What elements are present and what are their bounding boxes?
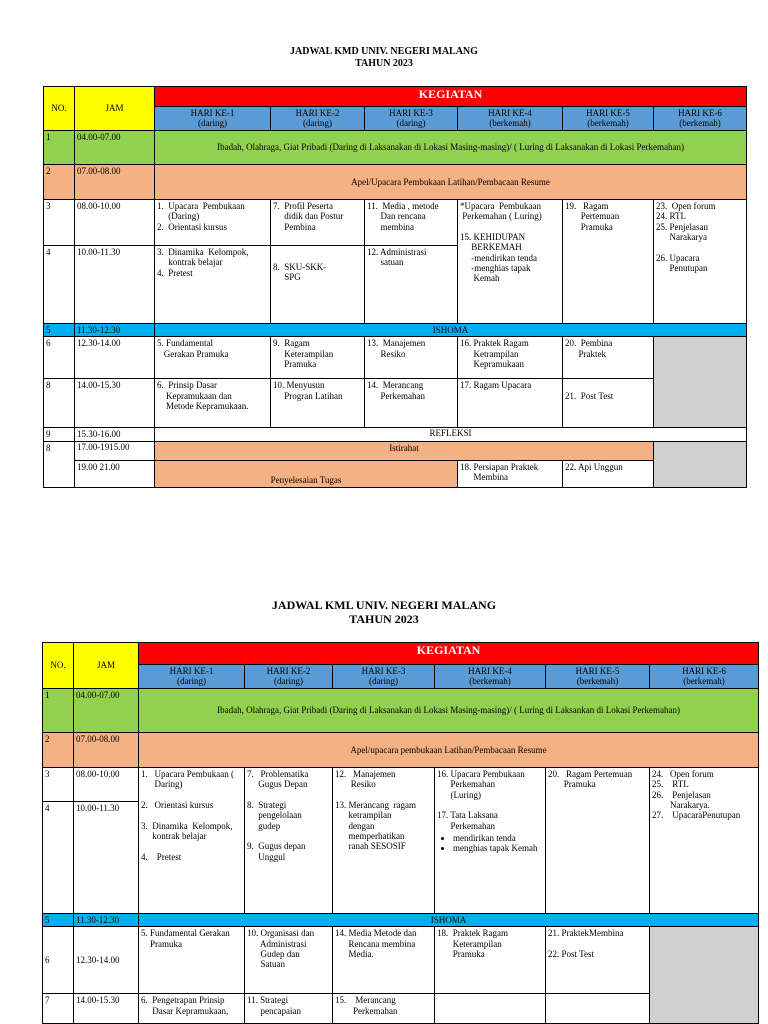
activity-cell (271, 246, 365, 324)
cell-line: Membina (460, 472, 508, 483)
empty-cell (654, 441, 747, 487)
cell-line (141, 841, 242, 851)
list-item: • menghias tapak Kemah (453, 843, 543, 853)
table-row (44, 428, 747, 441)
cell-line (656, 242, 744, 252)
cell-line (141, 790, 242, 800)
activity-cell (458, 337, 563, 379)
cell-line: 2. Orientasi kursus (141, 800, 214, 811)
cell-line: -mendirikan tenda (460, 252, 537, 263)
cell-line: Dan rencana (367, 211, 426, 222)
row-no: 4 (43, 802, 74, 914)
row-no: 8 (44, 441, 75, 487)
activity-cell: Ibadah, Olahraga, Giat Pribadi (Daring di Laksanakan di Lokasi Masing-masing)/ ( Luring di Laksankan di Lokasi Perkemahan) (139, 689, 759, 733)
table-row (43, 733, 759, 768)
schedule-table-kml (42, 642, 759, 1024)
row-no: 7 (43, 994, 74, 1024)
cell-line: 21. Post Test (565, 390, 614, 401)
day-header-3: HARI KE-3 (daring) (365, 107, 458, 131)
schedule-title-kml: JADWAL KML UNIV. NEGERI MALANG (271, 598, 497, 612)
day-header-5: HARI KE-5 (berkemah) (546, 665, 650, 689)
activity-cell (333, 768, 435, 914)
cell-line: Keterampilan (273, 348, 334, 359)
d4-list (437, 833, 543, 854)
activity-cell (546, 768, 650, 914)
row-time: 08.00-10.00 (74, 768, 139, 802)
day-header-1: HARI KE-1 (daring) (139, 665, 245, 689)
row-no: 3 (44, 200, 75, 246)
day-header-6: HARI KE-6 (berkemah) (654, 107, 747, 131)
table-row (43, 914, 759, 927)
row-no: 6 (43, 927, 74, 994)
cell-line: 9. Gugus depan (247, 841, 306, 852)
activity-cell (365, 246, 458, 324)
row-no: 9 (44, 428, 75, 441)
activity-cell (245, 768, 333, 914)
cell-line (548, 995, 647, 1005)
activity-cell (245, 927, 333, 994)
cell-line: Rencana membina (335, 938, 416, 949)
cell-line: 5. Fundamental (157, 338, 213, 349)
cell-line: Gudep dan (247, 949, 300, 960)
row-time: 14.00-15.30 (74, 994, 139, 1024)
cell-line: Administrasi (247, 938, 307, 949)
cell-line: memperhatikan (335, 831, 405, 842)
table-row (44, 131, 747, 165)
empty-cell (650, 927, 759, 1024)
cell-line: Penutupan (656, 263, 708, 274)
list-item: • mendirikan tenda (453, 833, 543, 843)
cell-line: 25. Penjelasan (656, 221, 708, 232)
activity-cell (563, 200, 654, 324)
activity-cell (563, 379, 654, 428)
table-row (44, 460, 747, 487)
row-time: 15.30-16.00 (75, 428, 155, 441)
cell-line: 14. Media Metode dan (335, 928, 417, 939)
cell-line: Perkemahan (367, 390, 425, 401)
cell-line: Perkemahan (437, 779, 495, 790)
cell-line: Perkemahan (437, 820, 495, 831)
cell-line: 22. Post Test (548, 949, 594, 960)
row-no: 3 (43, 768, 74, 802)
cell-line: Pramuka (548, 779, 596, 790)
cell-line: pencapaian (247, 1005, 301, 1016)
cell-line: 24. Open forum (652, 769, 714, 779)
cell-line: 20. Pembina (565, 338, 613, 349)
cell-line: 17. Tata Laksana (437, 810, 498, 821)
table-row (44, 165, 747, 200)
row-time: 17.00-1915.00 (75, 441, 155, 460)
activity-cell (139, 768, 245, 914)
activity-cell (563, 337, 654, 379)
row-no: 1 (43, 689, 74, 733)
activity-cell: ISHOMA (155, 324, 747, 337)
cell-line: 25. RTL (652, 779, 689, 790)
cell-line: 10. Organisasi dan (247, 928, 315, 939)
row-no: 5 (43, 914, 74, 927)
cell-line (460, 222, 560, 232)
cell-line: Gerakan Pramuka (157, 348, 229, 359)
row-no: 2 (43, 733, 74, 768)
cell-line: 20. Ragam Pertemuan (548, 769, 633, 779)
row-time: 12.30-14.00 (74, 927, 139, 994)
cell-line: Kepramukaan dan (157, 390, 232, 401)
cell-line: *Upacara Pembukaan (460, 201, 541, 211)
cell-line: Resiko (335, 779, 376, 790)
row-time: 10.00-11.30 (75, 246, 155, 324)
cell-line (247, 790, 330, 800)
activity-cell (365, 337, 458, 379)
cell-line: ranah SESOSIF (335, 841, 406, 852)
cell-line: Gugus Depan (247, 779, 308, 790)
row-time: 08.00-10.00 (75, 200, 155, 246)
cell-line: 2. Orientasi kursus (157, 221, 227, 232)
header-no: NO. (43, 643, 74, 689)
cell-line: Satuan (247, 959, 285, 970)
cell-line: 14. Merancang (367, 380, 424, 391)
activity-cell (435, 994, 546, 1024)
cell-line: SPG (273, 272, 301, 283)
cell-line: 3. Dinamika Kelompok, (141, 820, 233, 831)
cell-line: Dasar Kepramukaan, (141, 1005, 229, 1016)
row-time: 11.30-12.30 (75, 324, 155, 337)
cell-line: Kepramukaan (460, 359, 524, 370)
activity-cell (139, 994, 245, 1024)
activity-cell (546, 994, 650, 1024)
activity-cell (365, 200, 458, 246)
cell-line: Pramuka (273, 359, 317, 370)
activity-cell (155, 379, 271, 428)
activity-cell (245, 994, 333, 1024)
cell-line: membina (367, 221, 414, 232)
activity-cell (458, 379, 563, 428)
schedule-year-kml: TAHUN 2023 (349, 612, 419, 626)
activity-cell (458, 460, 563, 487)
activity-cell (155, 200, 271, 246)
cell-line (437, 800, 543, 810)
row-time: 10.00-11.30 (74, 802, 139, 914)
cell-line: Narakarya. (652, 800, 710, 811)
activity-cell (654, 200, 747, 324)
cell-line: 17. Ragam Upacara (460, 380, 532, 391)
day-header-3: HARI KE-3 (daring) (333, 665, 435, 689)
activity-cell: ISHOMA (139, 914, 759, 927)
schedule-table-kmd (43, 86, 747, 488)
activity-cell (546, 927, 650, 994)
cell-line: 16. Upacara Pembukaan (437, 769, 525, 779)
activity-cell: Apel/Upacara Pembukaan Latihan/Pembacaan Resume (155, 165, 747, 200)
cell-line: kontrak belajar (157, 257, 223, 268)
cell-line: 12. Administrasi (367, 247, 427, 257)
row-time: 19.00 21.00 (75, 460, 155, 487)
table-row (44, 337, 747, 379)
activity-cell (435, 768, 546, 914)
row-time: 04.00-07.00 (74, 689, 139, 733)
activity-cell (333, 994, 435, 1024)
table-row (44, 441, 747, 460)
table-row (43, 768, 759, 802)
table-row (43, 689, 759, 733)
cell-line: Unggul (247, 851, 286, 862)
cell-line: Keterampilan (437, 938, 502, 949)
cell-line (437, 995, 543, 1005)
row-time: 07.00-08.00 (75, 165, 155, 200)
cell-line: Praktek (565, 348, 606, 359)
cell-line: 7. Problematika (247, 769, 309, 779)
header-jam: JAM (74, 643, 139, 689)
activity-cell (271, 379, 365, 428)
row-no: 6 (44, 337, 75, 379)
cell-line: 19. Ragam (565, 201, 609, 211)
activity-cell: REFLEKSI (155, 428, 747, 441)
cell-line: (Daring) (157, 211, 200, 222)
activity-cell: Istirahat (155, 441, 654, 460)
cell-line: 26. Upacara (656, 252, 700, 263)
schedule-year-kmd: TAHUN 2023 (355, 58, 413, 69)
day-header-1: HARI KE-1 (daring) (155, 107, 271, 131)
cell-line: 6. Pengetrapan Prinsip (141, 995, 225, 1006)
cell-line: 12. Manajemen (335, 769, 396, 779)
day-header-2: HARI KE-2 (daring) (245, 665, 333, 689)
activity-cell: 22. Api Unggun (563, 460, 654, 487)
cell-line: kontrak belajar (141, 831, 207, 842)
empty-cell (654, 337, 747, 428)
cell-line: satuan (367, 257, 404, 268)
row-no: 1 (44, 131, 75, 165)
activity-cell (435, 927, 546, 994)
cell-line: Metode Kepramukaan. (157, 401, 249, 412)
cell-line: 13. Merancang ragam (335, 800, 416, 811)
cell-line: 1. Upacara Pembukaan (157, 201, 245, 211)
cell-line: 27. UpacaraPenutupan (652, 810, 741, 821)
cell-line: BERKEMAH (460, 242, 522, 253)
schedule-title-kmd: JADWAL KMD UNIV. NEGERI MALANG (290, 46, 478, 57)
activity-cell (155, 246, 271, 324)
cell-line: 21. PraktekMembina (548, 928, 624, 939)
day-header-2: HARI KE-2 (daring) (271, 107, 365, 131)
row-no: 5 (44, 324, 75, 337)
cell-line: 11. Strategi (247, 995, 289, 1006)
cell-line: Media. (335, 949, 374, 960)
cell-line: Pertemuan (565, 211, 620, 222)
cell-line: Pramuka (141, 938, 182, 949)
cell-line (335, 790, 432, 800)
cell-line: Ketrampilan (460, 348, 519, 359)
cell-line: 18. Praktek Ragam (437, 928, 508, 939)
cell-line: (Luring) (437, 789, 481, 800)
row-time: 04.00-07.00 (75, 131, 155, 165)
cell-line: 5. Fundamental Gerakan (141, 928, 230, 939)
cell-line: 11. Media , metode (367, 201, 439, 211)
cell-line: Perkemahan ( Luring) (460, 211, 542, 222)
cell-line: dengan (335, 820, 375, 831)
cell-line: 4. Pretest (141, 851, 182, 862)
day-header-6: HARI KE-6 (berkemah) (650, 665, 759, 689)
header-jam: JAM (75, 87, 155, 131)
activity-cell: Penyelesaian Tugas (155, 460, 458, 487)
cell-line: Progran Latihan (273, 390, 343, 401)
cell-line: ketrampilan (335, 810, 392, 821)
header-kegiatan: KEGIATAN (139, 643, 759, 665)
row-no: 2 (44, 165, 75, 200)
cell-line: 24. RTL (656, 211, 686, 222)
table-row (44, 379, 747, 428)
row-no: 4 (44, 246, 75, 324)
cell-line: 9. Ragam (273, 338, 310, 349)
cell-line: gudep (247, 820, 281, 831)
cell-line: 3. Dinamika Kelompok, (157, 247, 249, 257)
cell-line: 15. Merancang (335, 995, 396, 1006)
table-row (43, 927, 759, 994)
activity-cell (271, 200, 365, 246)
cell-line: 6. Prinsip Dasar (157, 380, 217, 391)
cell-line: 1. Upacara Pembukaan ( (141, 769, 234, 779)
cell-line: Resiko (367, 348, 406, 359)
activity-cell (650, 768, 759, 914)
cell-line (565, 380, 651, 390)
day-header-row (43, 665, 759, 689)
row-time: 07.00-08.00 (74, 733, 139, 768)
row-time: 12.30-14.00 (75, 337, 155, 379)
day-header-5: HARI KE-5 (berkemah) (563, 107, 654, 131)
cell-line: -menghias tapak (460, 263, 531, 274)
table-row (44, 324, 747, 337)
row-time: 11.30-12.30 (74, 914, 139, 927)
cell-line: 8. Strategi (247, 800, 287, 811)
activity-cell (365, 379, 458, 428)
table-row (44, 200, 747, 246)
cell-line: 4. Pretest (157, 267, 193, 278)
cell-line (247, 831, 330, 841)
activity-cell (271, 337, 365, 379)
activity-cell (458, 200, 563, 324)
cell-line: Narakarya (656, 232, 707, 243)
cell-line: 16. Praktek Ragam (460, 338, 529, 349)
cell-line: Daring) (141, 779, 183, 790)
activity-cell (139, 927, 245, 994)
cell-line: 23. Open forum (656, 201, 716, 211)
cell-line: Pramuka (565, 221, 613, 232)
cell-line (141, 810, 242, 820)
header-no: NO. (44, 87, 75, 131)
cell-line: 15. KEHIDUPAN (460, 232, 526, 243)
activity-cell: Ibadah, Olahraga, Giat Pribadi (Daring di Laksanakan di Lokasi Masing-masing)/ ( Luring di Laksanakan di Lokasi Perkemahan) (155, 131, 747, 165)
cell-line: Pembina (273, 221, 316, 232)
activity-cell (333, 927, 435, 994)
day-header-4: HARI KE-4 (berkemah) (458, 107, 563, 131)
cell-line: 18. Persiapan Praktek (460, 461, 539, 472)
day-header-4: HARI KE-4 (berkemah) (435, 665, 546, 689)
cell-line: 7. Profil Peserta (273, 201, 333, 211)
header-kegiatan: KEGIATAN (155, 87, 747, 107)
cell-line: 26. Penjelasan (652, 789, 711, 800)
cell-line: 10. Menyusun (273, 380, 325, 391)
activity-cell (155, 337, 271, 379)
cell-line: didik dan Postur (273, 211, 344, 222)
cell-line (548, 939, 647, 949)
cell-line: pengelolaan (247, 810, 302, 821)
cell-line: Kemah (460, 273, 500, 284)
row-no: 8 (44, 379, 75, 428)
cell-line: 8. SKU-SKK- (273, 262, 327, 272)
row-time: 14.00-15.30 (75, 379, 155, 428)
cell-line: Pramuka (437, 949, 485, 960)
cell-line: 13. Manajemen (367, 338, 426, 349)
activity-cell: Apel/upacara pembukaan Latihan/Pembacaan Resume (139, 733, 759, 768)
cell-line: Perkemahan (335, 1005, 398, 1016)
